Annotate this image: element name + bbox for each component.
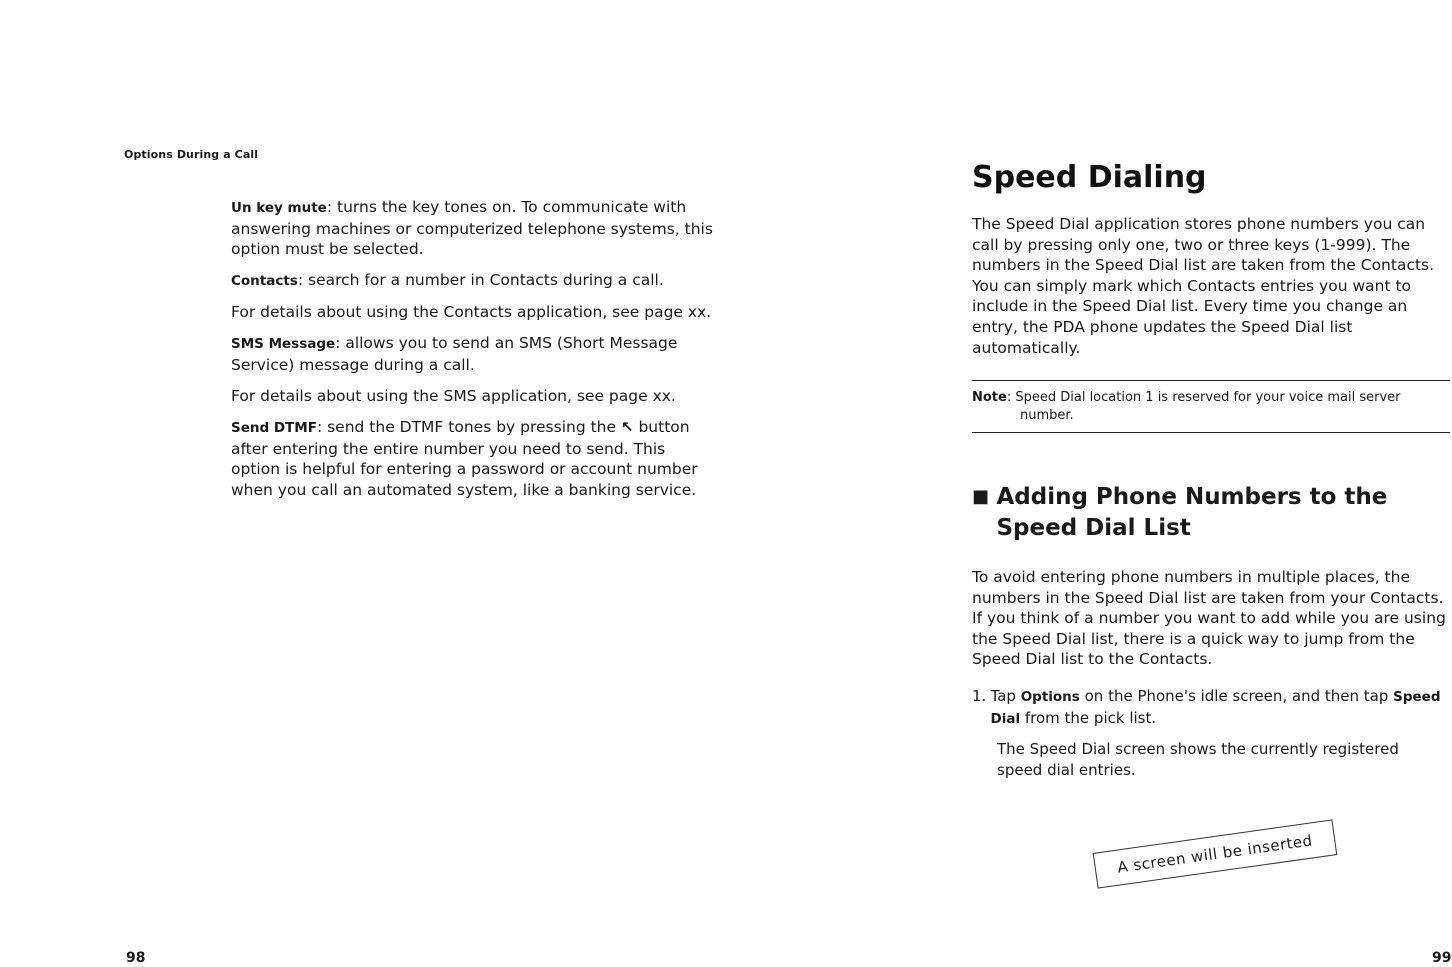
step-result: The Speed Dial screen shows the currently registered speed dial entries. (997, 740, 1399, 779)
item-text: button after entering the entire number you need to send. This option is helpful for entering a password or account number when you call an automated system, like a banking service. (231, 418, 698, 500)
item-text: : search for a number in Contacts during a call. (297, 271, 664, 290)
page-title: Speed Dialing (972, 160, 1207, 195)
note-continuation: number. (1020, 408, 1074, 423)
intro-paragraph: The Speed Dial application stores phone numbers you can call by pressing only one, two or three keys (1-999). The numbers in the Speed Dial list are taken from the Contacts. You can simply mark which Contacts entries you want to include in the Speed Dial list. Every time you change an entry, the PDA phone updates the Speed Dial list automatically. (972, 215, 1435, 357)
item-text: : send the DTMF tones by pressing the (316, 418, 621, 437)
term-label: Send DTMF (231, 420, 317, 437)
item-send-dtmf (231, 417, 713, 500)
screen-placeholder: A screen will be inserted (1093, 819, 1338, 888)
item-sms-message (231, 333, 713, 375)
left-body (231, 197, 713, 511)
step-part: Tap (990, 687, 1021, 705)
page-number-right: 99 (1432, 950, 1452, 966)
running-header: Options During a Call (124, 148, 259, 161)
item-text: For details about using the SMS application, see page xx. (231, 387, 676, 406)
section-heading (972, 482, 1450, 544)
note-label: Note (972, 390, 1007, 405)
square-bullet-icon: ■ (972, 486, 990, 507)
step-part: on the Phone's idle screen, and then tap (1079, 687, 1394, 705)
item-sms-details (231, 386, 713, 407)
note-box (972, 380, 1450, 433)
term-label: Contacts (231, 273, 298, 290)
item-text: : allows you to send an SMS (Short Message Service) message during a call. (231, 334, 678, 375)
step-options-label: Options (1020, 689, 1080, 705)
step-1 (972, 686, 1450, 730)
send-key-icon: ↖ (620, 418, 634, 437)
term-label: Un key mute (231, 200, 327, 216)
section-title: Adding Phone Numbers to the Speed Dial List (996, 484, 1388, 541)
item-contacts-details (231, 302, 713, 323)
step-number: 1. (972, 687, 987, 705)
item-text: For details about using the Contacts application, see page xx. (231, 303, 712, 322)
step-speed-dial-label: Speed Dial (990, 689, 1441, 727)
term-label: SMS Message (231, 336, 336, 353)
item-text: : turns the key tones on. To communicate with answering machines or computerized telephone systems, this option must be selected. (231, 198, 713, 259)
step-text (991, 686, 1450, 730)
section-body: To avoid entering phone numbers in multiple places, the numbers in the Speed Dial list are taken from your Contacts. If you think of a number you want to add while you are using the Speed Dial list, there is a quick way to jump from the Speed Dial list to the Contacts. (972, 568, 1446, 669)
note-text: : Speed Dial location 1 is reserved for your voice mail server (1006, 390, 1401, 405)
item-un-key-mute (231, 197, 713, 260)
page-number-left: 98 (126, 950, 146, 966)
step-part: from the pick list. (1020, 709, 1157, 727)
item-contacts (231, 270, 713, 292)
